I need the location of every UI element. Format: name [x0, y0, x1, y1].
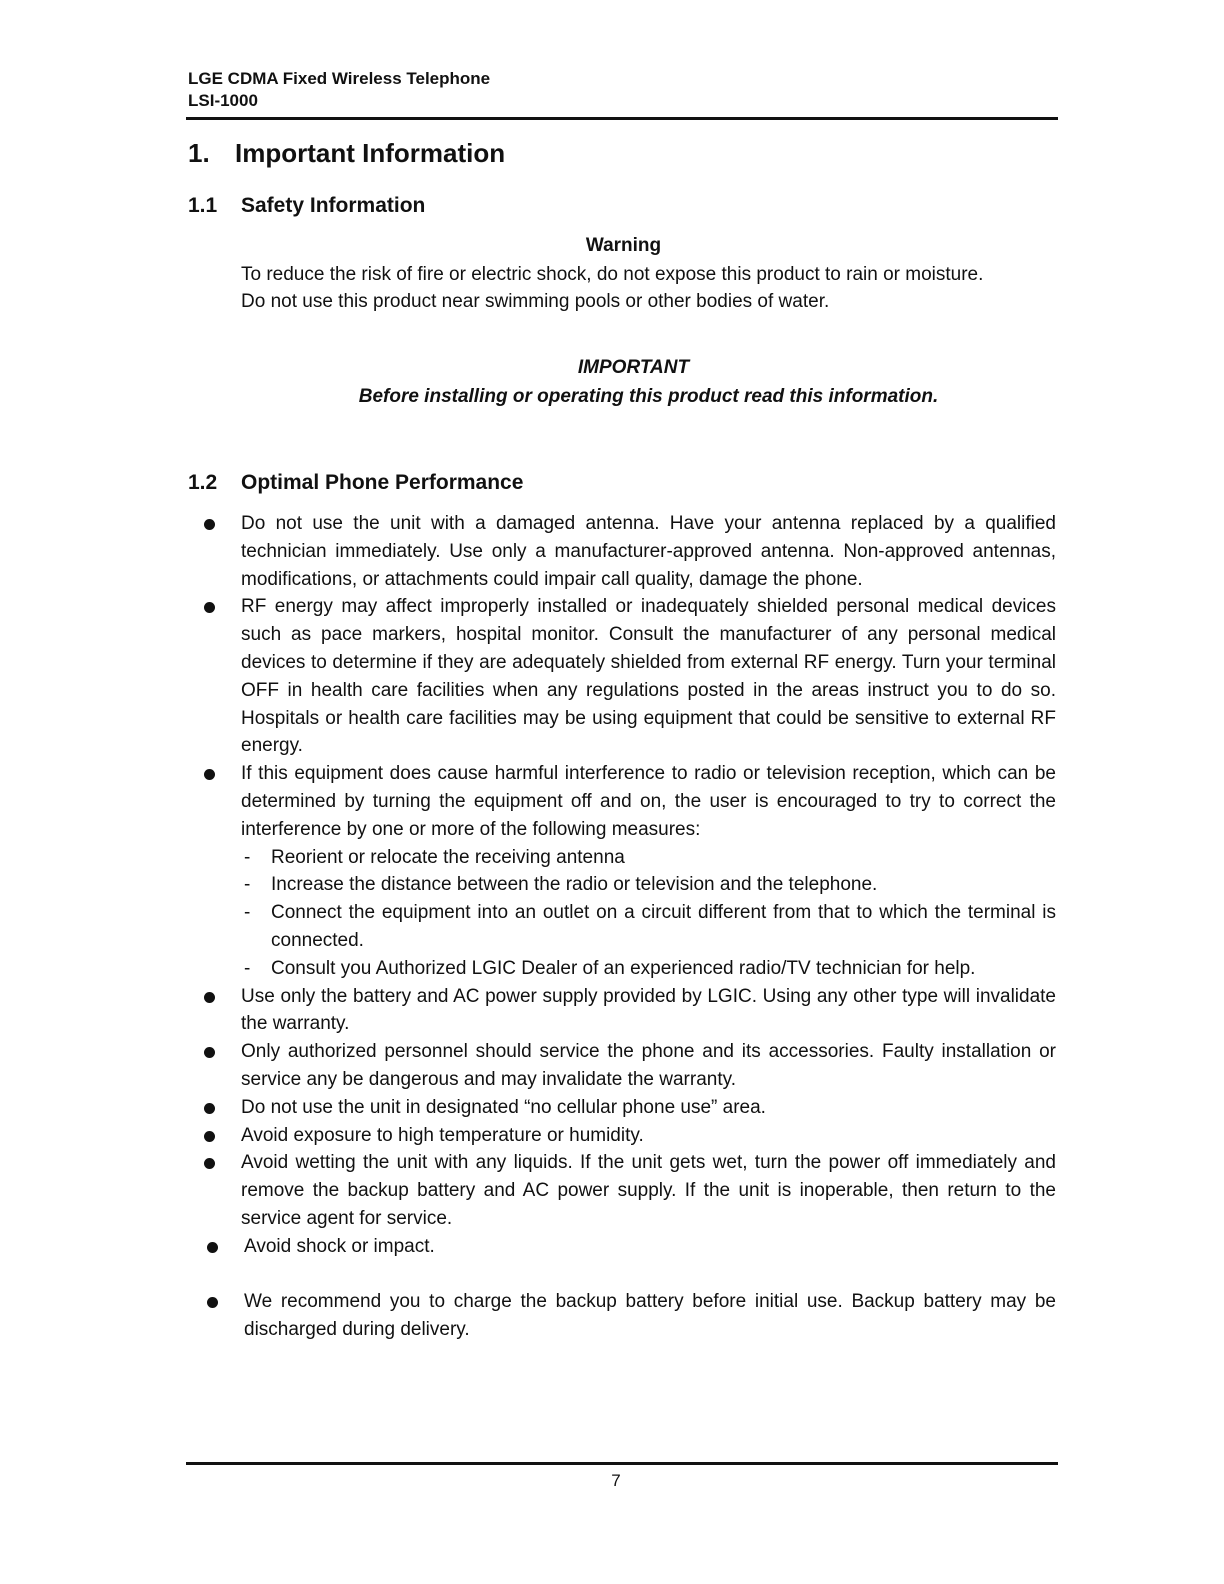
measure-text: Increase the distance between the radio or television and the telephone. — [271, 874, 878, 896]
measure-text: Connect the equipment into an outlet on a circuit different from that to which the terminal is connected. — [271, 902, 1056, 951]
warning-line-2: Do not use this product near swimming pools or other bodies of water. — [241, 291, 830, 312]
list-item — [0, 1288, 1056, 1344]
list-item-text: Do not use the unit with a damaged antenna. Have your antenna replaced by a qualified technician immediately. Use only a manufacturer-approved antenna. Non-approved antennas, modifications, or attachments could impair call quality, damage the phone. — [241, 513, 1056, 590]
dash-icon: - — [244, 957, 251, 979]
header-model: LSI-1000 — [188, 91, 258, 110]
bullet-icon — [204, 769, 215, 780]
list-item — [0, 1122, 1056, 1150]
bullet-icon — [207, 1242, 218, 1253]
bullet-icon — [204, 519, 215, 530]
bullet-icon — [204, 602, 215, 613]
list-item — [0, 1233, 1056, 1261]
list-item-text: If this equipment does cause harmful interference to radio or television reception, which can be determined by turning the equipment off and on, the user is encouraged to try to correct the interference by one or more of the following measures: — [241, 763, 1056, 840]
header-rule — [186, 117, 1058, 120]
header-title: LGE CDMA Fixed Wireless Telephone — [188, 69, 491, 88]
spacer — [0, 1261, 1224, 1289]
bullet-icon — [204, 1131, 215, 1142]
list-item-text: Only authorized personnel should service the phone and its accessories. Faulty installation or service any be dangerous and may invalidate the warranty. — [241, 1041, 1056, 1090]
list-item — [0, 1038, 1056, 1094]
warning-title: Warning — [585, 235, 662, 256]
footer-rule — [186, 1462, 1058, 1465]
measure-text: Consult you Authorized LGIC Dealer of an experienced radio/TV technician for help. — [271, 957, 976, 979]
list-item-text: Use only the battery and AC power supply provided by LGIC. Using any other type will invalidate the warranty. — [241, 985, 1056, 1035]
measure-item — [0, 871, 1056, 899]
section-1-1-title: Safety Information — [241, 194, 426, 217]
list-item — [0, 983, 1056, 1039]
section-1-1-number: 1.1 — [188, 194, 218, 217]
list-item-text: Avoid shock or impact. — [244, 1235, 435, 1257]
bullet-icon — [207, 1297, 218, 1308]
bullet-icon — [204, 992, 215, 1003]
list-item-text: We recommend you to charge the backup battery before initial use. Backup battery may be discharged during delivery. — [244, 1291, 1056, 1341]
list-item-text: Do not use the unit in designated “no cellular phone use” area. — [241, 1096, 766, 1118]
list-item — [0, 510, 1056, 593]
list-item — [0, 760, 1056, 843]
dash-icon: - — [244, 874, 251, 896]
list-item-text: Avoid wetting the unit with any liquids. If the unit gets wet, turn the power off immediately and remove the backup battery and AC power supply. If the unit is inoperable, then return to the service agent for service. — [241, 1152, 1056, 1229]
list-item-text: Avoid exposure to high temperature or humidity. — [241, 1124, 644, 1146]
list-item-text: RF energy may affect improperly installed or inadequately shielded personal medical devices such as pace markers, hospital monitor. Consult the manufacturer of any personal medical devices to determine if they are adequately shielded from external RF energy. Turn your terminal OFF in health care facilities when any regulations posted in the areas instruct you to do so. Hospitals or health care facilities may be using equipment that could be sensitive to external RF energy. — [241, 596, 1056, 757]
section-1-number: 1. — [188, 138, 210, 168]
list-item — [0, 1149, 1056, 1232]
list-item — [0, 1094, 1056, 1122]
list-item — [0, 593, 1056, 760]
bullet-icon — [204, 1047, 215, 1058]
measure-item — [0, 955, 1056, 983]
section-1-title: Important Information — [235, 138, 506, 168]
bullet-icon — [204, 1103, 215, 1114]
bullet-icon — [204, 1158, 215, 1169]
measure-text: Reorient or relocate the receiving antenna — [271, 846, 625, 868]
important-text: Before installing or operating this product read this information. — [358, 386, 939, 407]
measure-item — [0, 844, 1056, 872]
section-1-2-number: 1.2 — [188, 471, 218, 494]
dash-icon: - — [244, 902, 251, 924]
section-1-2-title: Optimal Phone Performance — [241, 471, 524, 494]
measure-item — [0, 899, 1056, 955]
performance-list — [0, 510, 1224, 1344]
important-title: IMPORTANT — [577, 357, 690, 378]
warning-line-1: To reduce the risk of fire or electric shock, do not expose this product to rain or moisture. — [241, 264, 984, 285]
dash-icon: - — [244, 846, 251, 868]
page-number: 7 — [611, 1471, 621, 1490]
